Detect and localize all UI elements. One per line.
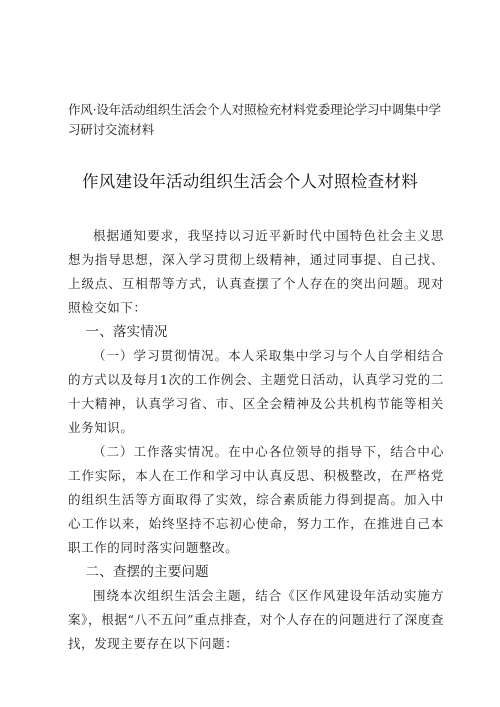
intro-paragraph: 根据通知要求，我坚持以习近平新时代中国特色社会主义思想为指导思想，深入学习贯彻上级精神，通过同事提、自己找、上级点、互相帮等方式，认真查摆了个人存在的突出问题。现对照检交如下： <box>68 228 444 315</box>
paragraph-study: （一）学习贯彻情况。本人采取集中学习与个人自学相结合的方式以及每月1次的工作例会、主题党日活动，认真学习党的二十大精神，认真学习省、市、区全会精神及公共机构节能等相关业务知识。 <box>68 348 444 435</box>
paragraph-work: （二）工作落实情况。在中心各位领导的指导下，结合中心工作实际，本人在工作和学习中认真反思、积极整改，在严格党的组织生活等方面取得了实效，综合素质能力得到提高。加入中心工作以来，始终坚持不忘初心使命，努力工作，在推进自己本职工作的同时落实问题整改。 <box>68 444 444 555</box>
document-title: 作风建设年活动组织生活会个人对照检查材料 <box>82 172 418 191</box>
running-header: 作风·设年活动组织生活会个人对照检充材料党委理论学习中调集中学习研讨交流材料 <box>68 102 441 137</box>
document-body <box>68 224 444 656</box>
section-heading-problems: 二、查摆的主要问题 <box>85 564 209 580</box>
paragraph-problems: 围绕本次组织生活会主题，结合《区作风建设年活动实施方案》，根据“八不五问”重点排查，对个人存在的问题进行了深度查找，发现主要存在以下问题： <box>68 588 444 651</box>
section-heading-implementation: 一、落实情况 <box>85 324 168 340</box>
